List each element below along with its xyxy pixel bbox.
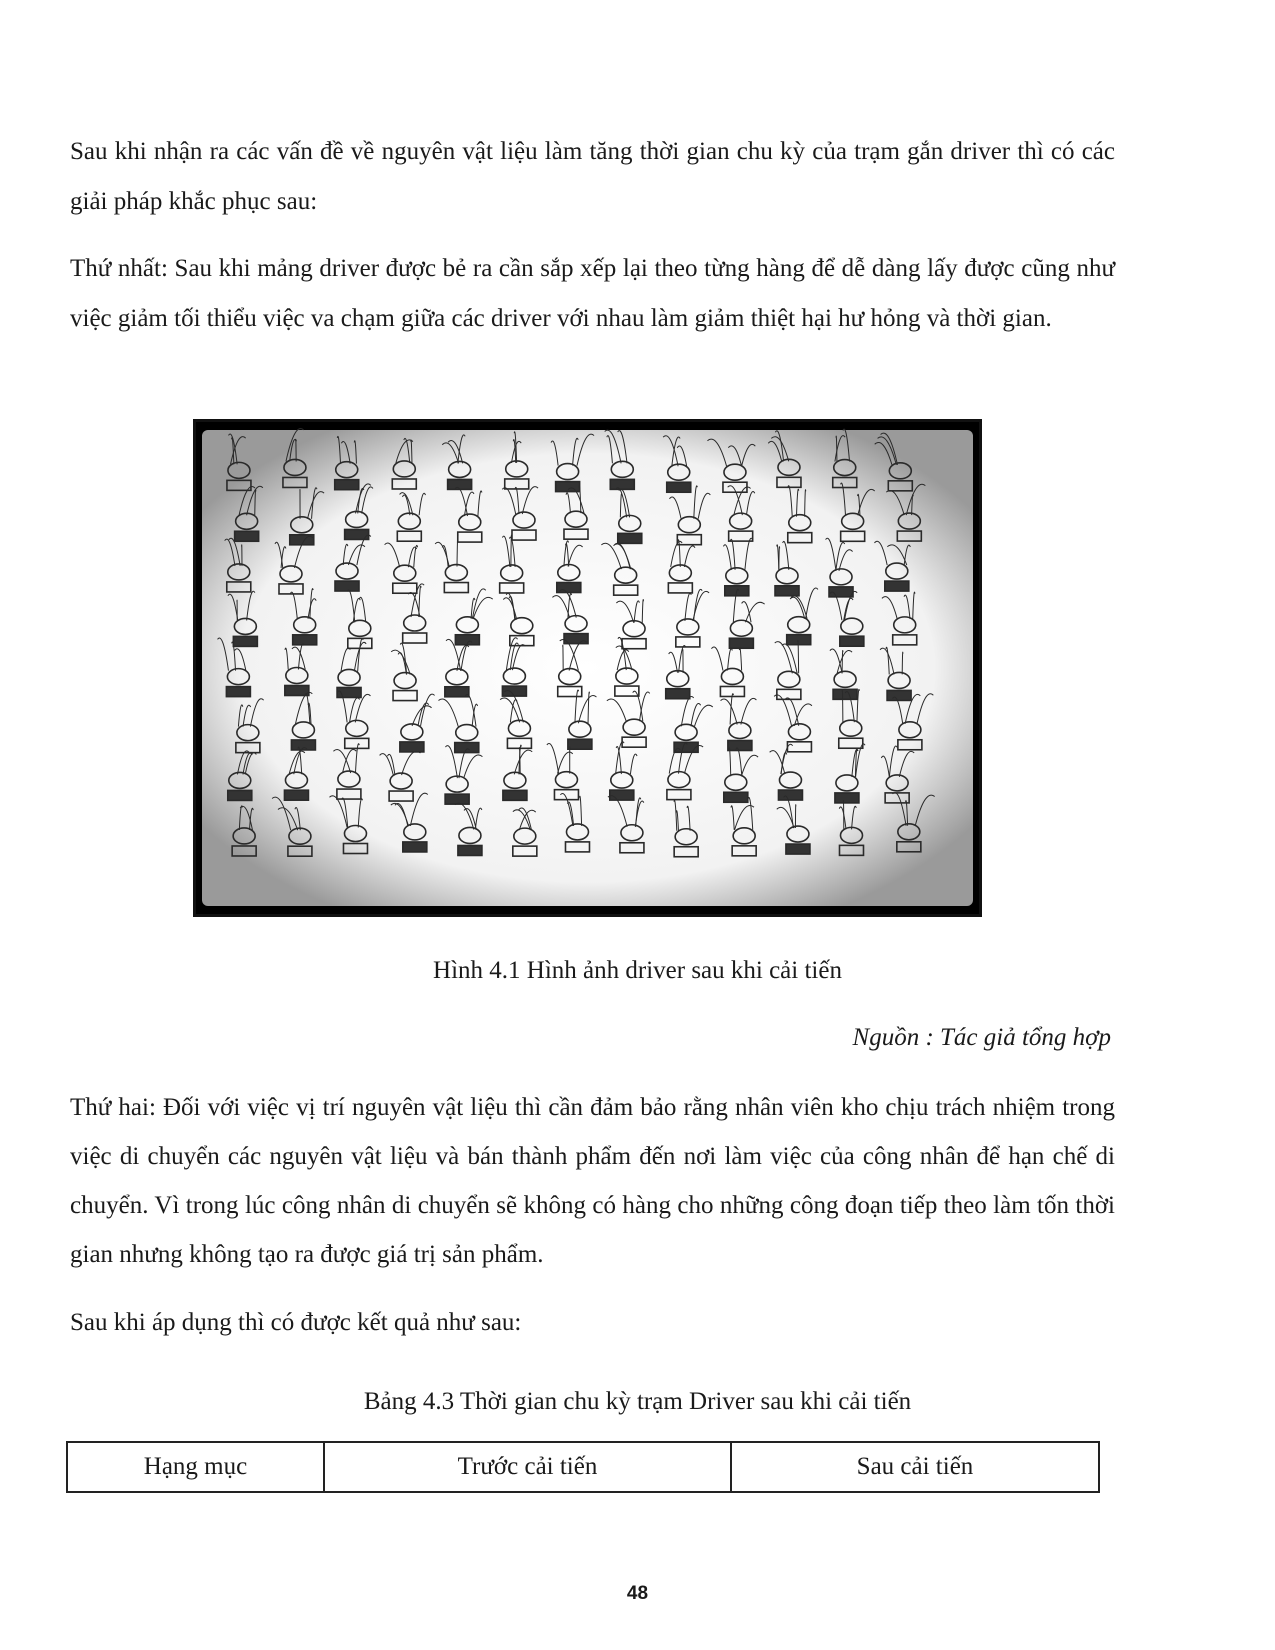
cycle-time-table [66, 1441, 1100, 1493]
page-number: 48 [626, 1583, 649, 1604]
header-after: Sau cải tiến [731, 1442, 1099, 1492]
figure-source: Nguồn : Tác giả tổng hợp [852, 1024, 1111, 1051]
table-caption: Bảng 4.3 Thời gian chu kỳ trạm Driver sau khi cải tiến [363, 1388, 912, 1415]
paragraph-intro: Sau khi nhận ra các vấn đề về nguyên vật liệu làm tăng thời gian chu kỳ của trạm gắn driver thì có các giải pháp khắc phục sau: [70, 138, 1115, 215]
figure-caption: Hình 4.1 Hình ảnh driver sau khi cải tiến [433, 957, 842, 984]
paragraph-result-intro: Sau khi áp dụng thì có được kết quả như sau: [70, 1309, 522, 1336]
header-before: Trước cải tiến [324, 1442, 731, 1492]
header-category: Hạng mục [67, 1442, 324, 1492]
table-header-row [67, 1442, 1099, 1492]
paragraph-first-solution: Thứ nhất: Sau khi mảng driver được bẻ ra cần sắp xếp lại theo từng hàng để dễ dàng lấy được cũng như việc giảm tối thiểu việc va chạm giữa các driver với nhau làm giảm thiệt hại hư hỏng và thời gian. [70, 255, 1115, 332]
paragraph-second-solution: Thứ hai: Đối với việc vị trí nguyên vật liệu thì cần đảm bảo rằng nhân viên kho chịu trách nhiệm trong việc di chuyển các nguyên vật liệu và bán thành phẩm đến nơi làm việc của công nhân để hạn chế di chuyển. Vì trong lúc công nhân di chuyển sẽ không có hàng cho những công đoạn tiếp theo làm tốn thời gian nhưng không tạo ra được giá trị sản phẩm. [70, 1094, 1115, 1268]
driver-photo [193, 419, 982, 917]
